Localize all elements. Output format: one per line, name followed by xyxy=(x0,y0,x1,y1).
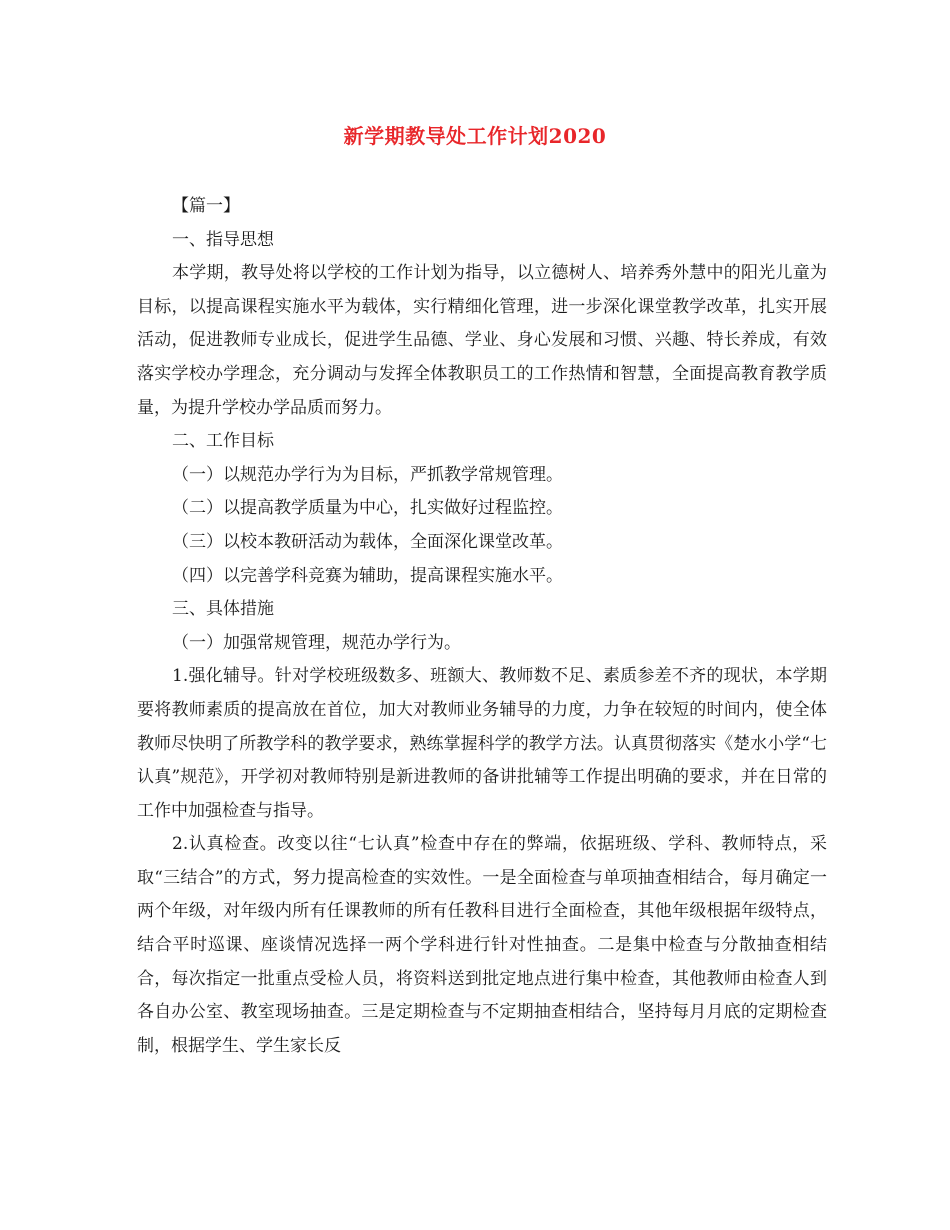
section-label-part-one: 【篇一】 xyxy=(172,196,240,216)
document-body xyxy=(137,190,827,1063)
goal-item-1: （一）以规范办学行为为目标，严抓教学常规管理。 xyxy=(172,464,563,485)
paragraph-strengthen-guidance: 1.强化辅导。针对学校班级数多、班额大、教师数不足、素质参差不齐的现状，本学期要将教师素质的提高放在首位，加大对教师业务辅导的力度，力争在较短的时间内，使全体教师尽快明了所教学科的教学要求，熟练掌握科学的教学方法。认真贯彻落实《楚水小学“七认真”规范》，开学初对教师特别是新进教师的备讲批辅等工作提出明确的要求，并在日常的工作中加强检查与指导。 xyxy=(137,666,827,821)
goal-item-4: （四）以完善学科竞赛为辅助，提高课程实施水平。 xyxy=(172,565,563,586)
paragraph-careful-inspection: 2.认真检查。改变以往“七认真”检查中存在的弊端，依据班级、学科、教师特点，采取“三结合”的方式，努力提高检查的实效性。一是全面检查与单项抽查相结合，每月确定一两个年级，对年级内所有任课教师的所有任教科目进行全面检查，其他年级根据年级特点，结合平时巡课、座谈情况选择一两个学科进行针对性抽查。二是集中检查与分散抽查相结合，每次指定一批重点受检人员，将资料送到批定地点进行集中检查，其他教师由检查人到各自办公室、教室现场抽查。三是定期检查与不定期抽查相结合，坚持每月月底的定期检查制，根据学生、学生家长反 xyxy=(137,834,827,1056)
document-title: 新学期教导处工作计划2020 xyxy=(343,124,607,148)
goal-item-3: （三）以校本教研活动为载体，全面深化课堂改革。 xyxy=(172,531,563,552)
heading-work-goals: 二、工作目标 xyxy=(172,431,274,452)
heading-specific-measures: 三、具体措施 xyxy=(172,599,274,620)
heading-guiding-ideology: 一、指导思想 xyxy=(172,229,274,250)
goal-item-2: （二）以提高教学质量为中心，扎实做好过程监控。 xyxy=(172,498,563,519)
subheading-routine-management: （一）加强常规管理，规范办学行为。 xyxy=(172,632,461,653)
paragraph-guiding-ideology: 本学期，教导处将以学校的工作计划为指导，以立德树人、培养秀外慧中的阳光儿童为目标，以提高课程实施水平为载体，实行精细化管理，进一步深化课堂教学改革，扎实开展活动，促进教师专业成长，促进学生品德、学业、身心发展和习惯、兴趣、特长养成，有效落实学校办学理念，充分调动与发挥全体教职员工的工作热情和智慧，全面提高教育教学质量，为提升学校办学品质而努力。 xyxy=(137,263,827,418)
